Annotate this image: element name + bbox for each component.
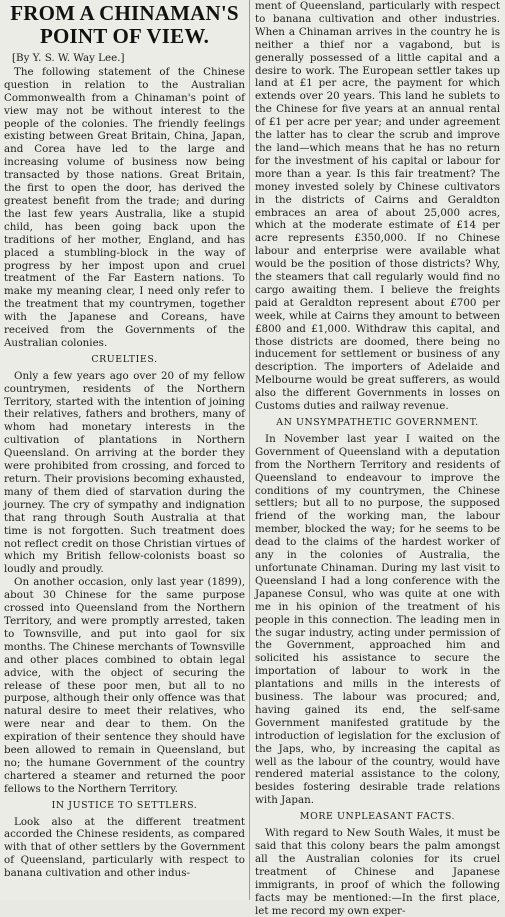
subhead-unsympathetic: AN UNSYMPATHETIC GOVERNMENT. bbox=[276, 417, 479, 428]
cruelties-paragraph-1: Only a few years ago over 20 of my fellow countrymen, residents of the Northern Territory, started with the intention of joining their relatives, fathers and brothers, many of whom had monetary interests in the cultivation of plantations in Northern Queensland. On arriving at the border they were prohibited from crossing, and forced to return. Their provisions becoming exhausted, many of them died of starvation during the journey. The cry of sympathy and indignation that rang through South Australia at that time is not forgotten. Such treatment does not reflect credit on those Christian virtues of which my British fellow-colonists boast so loudly and proudly. bbox=[4, 369, 245, 576]
intro-paragraph: The following statement of the Chinese question in relation to the Australian Commonwealth from a Chinaman's point of view may not be without interest to the people of the colonies. The friendly feelings existing between Great Britain, China, Japan, and Corea have led to the large and increasing volume of business now being transacted by those nations. Great Britain, the first to open the door, has derived the greatest benefit from the trade; and during the last few years Australia, like a stupid child, has been going back upon the traditions of her mother, England, and has placed a stumbling-block in the way of progress by her impost upon and cruel treatment of the Far Eastern nations. To make my meaning clear, I need only refer to the treatment that my countrymen, together with the Japanese and Coreans, have received from the Governments of the Australian colonies. bbox=[4, 65, 245, 349]
column-divider bbox=[249, 0, 250, 900]
subhead-more-facts: MORE UNPLEASANT FACTS. bbox=[299, 811, 456, 823]
article-headline bbox=[4, 0, 245, 52]
injustice-paragraph: Look also at the different treatment accorded the Chinese residents, as compared with that of other settlers by the Government of Queensland, particularly with respect to banana cultivation and other indus- bbox=[4, 815, 245, 880]
cruelties-paragraph-2: On another occasion, only last year (1899), about 30 Chinese for the same purpose crossed into Queensland from the Northern Territory, and were promptly arrested, taken to Townsville, and put into gaol for six months. The Chinese merchants of Townsville and other places combined to obtain legal advice, with the object of securing the release of these poor men, but all to no purpose, although their only offence was that natural desire to meet their relatives, who were near and dear to them. On the expiration of their sentence they should have been allowed to remain in Queensland, but no; the humane Government of the country chartered a steamer and returned the poor fellows to the Northern Territory. bbox=[4, 576, 245, 795]
subhead-injustice: IN JUSTICE TO SETTLERS. bbox=[51, 799, 198, 811]
continuation-paragraph: ment of Queensland, particularly with respect to banana cultivation and other industries. When a Chinaman arrives in the country he is neither a thief nor a vagabond, but is generally possessed of a little capital and a desire to work. The European settler takes up land at £1 per acre, the payment for which extends over 20 years. This land he sublets to the Chinese for five years at an annual rental of £1 per acre per year; and under agreement the latter has to clear the scrub and improve the land—which means that he has no return for the investment of his capital or labour for more than a year. Is this fair treatment? The money invested solely by Chinese cultivators in the districts of Cairns and Geraldton embraces an area of about 25,000 acres, which at the moderate estimate of £14 per acre represents £350,000. If no Chinese labour and enterprise were available what would be the position of those districts? Why, the steamers that call regularly would find no cargo awaiting them. I believe the freights paid at Geraldton represent about £700 per week, while at Cairns they amount to between £800 and £1,000. Withdraw this capital, and those districts are doomed, there being no inducement for settlement or business of any description. The importers of Adelaide and Melbourne would be great sufferers, as would also the different Governments in losses on Customs duties and railway revenue. bbox=[255, 0, 500, 413]
left-column bbox=[4, 0, 245, 900]
right-column bbox=[255, 0, 500, 917]
headline-line-1: FROM A CHINAMAN'S bbox=[10, 1, 239, 25]
subhead-cruelties: CRUELTIES. bbox=[91, 353, 158, 365]
unsympathetic-paragraph: In November last year I waited on the Government of Queensland with a deputation from the Northern Territory and residents of Queensland to endeavour to improve the conditions of my countrymen, the Chinese settlers; but all to no purpose, the supposed friend of the working man, the labour member, blocked the way; for he seems to be dead to the claims of the hardest worker of any in the colonies of Australia, the unfortunate Chinaman. During my last visit to Queensland I had a long conference with the Japanese Consul, who was quite at one with me in his opinion of the treatment of his people in this connection. The leading men in the sugar industry, acting under permission of the Government, approached him and solicited his assistance to secure the importation of labour to work in the plantations and mills in the interests of business. The labour was procured; and, having gained its end, the self-same Government manifested gratitude by the introduction of legislation for the exclusion of the Japs, who, by increasing the capital as well as the labour of the country, would have rendered material assistance to the colony, besides fostering desirable trade relations with Japan. bbox=[255, 432, 500, 807]
more-facts-paragraph: With regard to New South Wales, it must be said that this colony bears the palm amongst all the Australian colonies for its cruel treatment of Chinese and Japanese immigrants, in proof of which the following facts may be mentioned:—In the first place, let me record my own exper- bbox=[255, 827, 500, 917]
headline-line-2: POINT OF VIEW. bbox=[39, 24, 210, 48]
byline: [By Y. S. W. Way Lee.] bbox=[12, 52, 125, 64]
